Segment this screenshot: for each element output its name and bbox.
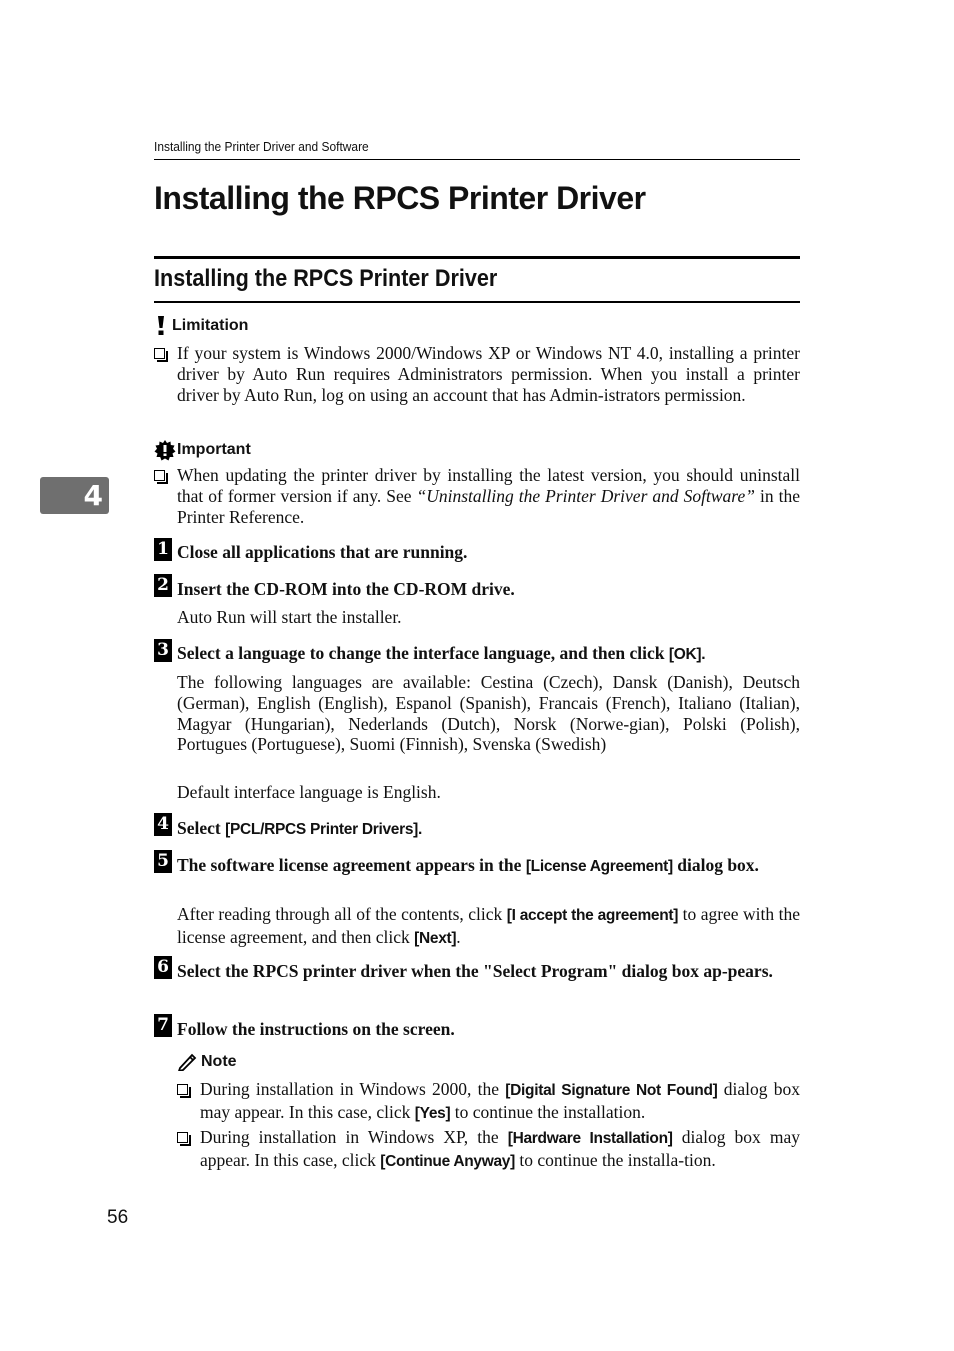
step-instruction: Select the RPCS printer driver when the "Select Program" dialog box ap-pears. (177, 961, 773, 981)
next-button-ref: [Next] (414, 929, 457, 947)
limitation-heading (154, 316, 248, 336)
note-item-2: During installation in Windows XP, the [Hardware Installation] dialog box may appear. In this case, click [Continue Anyway] to continue the installa-tion. (177, 1127, 800, 1173)
step-5 (154, 850, 800, 877)
step-number-badge: 6 (154, 956, 172, 979)
step-instruction: Select [PCL/RPCS Printer Drivers]. (177, 818, 423, 838)
step-number-badge: 4 (154, 813, 172, 836)
ok-button-ref: [OK]. (668, 646, 706, 663)
step-number-badge: 7 (154, 1014, 172, 1037)
note-item-1: During installation in Windows 2000, the [Digital Signature Not Found] dialog box may appear. In this case, click [Yes] to continue the installation. (177, 1079, 800, 1125)
step-instruction: Select a language to change the interface language, and then click [OK]. (177, 643, 706, 663)
step-instruction: Insert the CD-ROM into the CD-ROM drive. (177, 579, 515, 599)
step-number-badge: 2 (154, 574, 172, 597)
license-dialog-ref: [License Agreement] (525, 858, 673, 875)
checkbox-icon (177, 1084, 188, 1095)
hardware-dialog-ref: [Hardware Installation] (507, 1130, 673, 1147)
step-3-languages: The following languages are available: Cestina (Czech), Dansk (Danish), Deutsch (German), English (English), Espanol (Spanish), Francais (French), Italiano (Italian), Magyar (Hungarian), Nederlands (Dutch), Norsk (Norwe-gian), Polski (Polish), Portugues (Portuguese), Suomi (Finnish), Svenska (Swedish) (177, 672, 800, 755)
pencil-icon (177, 1053, 197, 1071)
checkbox-icon (154, 348, 165, 359)
section-rule-top (154, 256, 800, 259)
important-badge-icon (154, 439, 176, 461)
step-2 (154, 574, 800, 600)
step-instruction: The software license agreement appears in the [License Agreement] dialog box. (177, 855, 759, 875)
driver-option-ref: [PCL/RPCS Printer Drivers]. (225, 821, 423, 838)
yes-button-ref: [Yes] (414, 1104, 451, 1122)
step-7 (154, 1014, 800, 1040)
step-number-badge: 5 (154, 850, 172, 873)
note-heading (177, 1053, 237, 1071)
section-rule-bottom (154, 301, 800, 303)
step-6 (154, 956, 800, 982)
step-instruction: Close all applications that are running. (177, 542, 468, 562)
chapter-tab: 4 (40, 477, 109, 514)
step-number-badge: 3 (154, 639, 172, 662)
important-heading (154, 439, 251, 461)
page-title: Installing the RPCS Printer Driver (154, 180, 646, 216)
step-2-body: Auto Run will start the installer. (177, 607, 402, 627)
step-1 (154, 538, 800, 563)
important-item: When updating the printer driver by installing the latest version, you should uninstall that of former version if any. See “Uninstalling the Printer Driver and Software” in the Printer Reference. (154, 465, 800, 527)
continue-anyway-ref: [Continue Anyway] (380, 1152, 515, 1170)
step-5-body: After reading through all of the contents, click [I accept the agreement] to agree with the license agreement, and then click [Next]. (177, 904, 800, 947)
signature-dialog-ref: [Digital Signature Not Found] (505, 1082, 718, 1099)
step-number-badge: 1 (154, 538, 172, 561)
exclamation-icon (154, 316, 168, 336)
step-4 (154, 813, 800, 840)
running-header: Installing the Printer Driver and Software (154, 139, 369, 154)
header-divider (154, 159, 800, 160)
step-3 (154, 639, 800, 665)
important-label: Important (177, 441, 251, 458)
section-title: Installing the RPCS Printer Driver (154, 265, 498, 292)
checkbox-icon (154, 470, 165, 481)
note-label: Note (201, 1053, 237, 1070)
reference-title: “Uninstalling the Printer Driver and Software” (416, 485, 755, 506)
accept-agreement-ref: [I accept the agreement] (506, 907, 679, 924)
limitation-label: Limitation (172, 317, 249, 334)
step-3-default: Default interface language is English. (177, 782, 441, 802)
page-number: 56 (107, 1207, 129, 1228)
limitation-item: If your system is Windows 2000/Windows XP or Windows NT 4.0, installing a printer driver by Auto Run requires Administrators permission. When you install a printer driver by Auto Run, log on using an account that has Admin-istrators permission. (154, 343, 800, 405)
checkbox-icon (177, 1132, 188, 1143)
step-instruction: Follow the instructions on the screen. (177, 1019, 455, 1039)
